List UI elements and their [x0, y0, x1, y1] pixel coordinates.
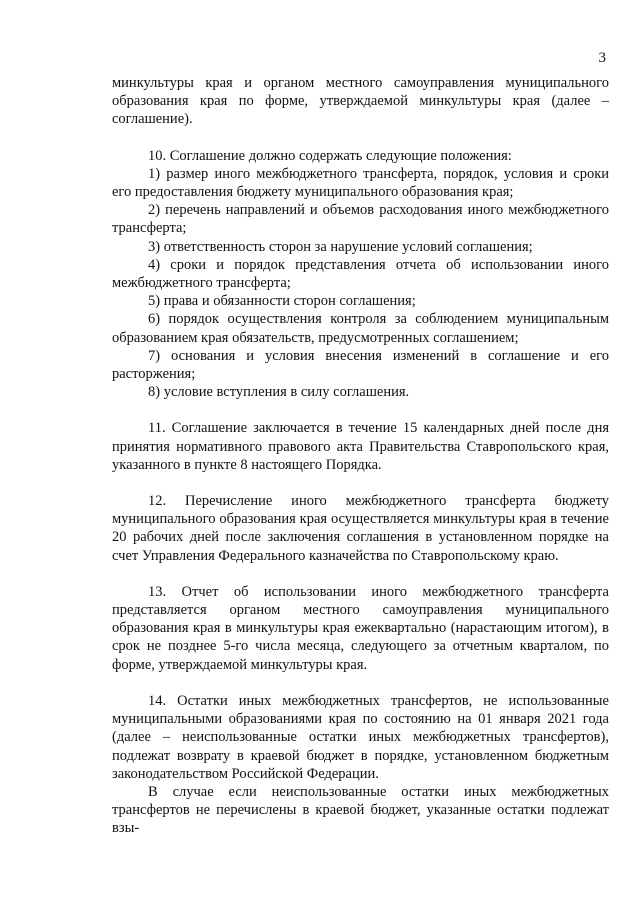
- paragraph-10-heading: 10. Соглашение должно содержать следующие положения:: [148, 147, 512, 164]
- list-item-7: 7) основания и условия внесения изменений в соглашение и его расторжения;: [112, 347, 609, 383]
- list-item-1: 1) размер иного межбюджетного трансферта, порядок, условия и сроки его предоставления бюджету муниципального образования края;: [112, 165, 609, 201]
- list-item-3: 3) ответственность сторон за нарушение условий соглашения;: [148, 238, 533, 255]
- list-item-5: 5) права и обязанности сторон соглашения;: [148, 293, 416, 310]
- paragraph-13: 13. Отчет об использовании иного межбюджетного трансферта представляется органом местного самоуправления муниципального образования края в минкультуры края ежеквартально (нарастающим итогом), в срок не позднее 5-го числа месяца, следующего за отчетным кварталом, по форме, утверждаемой минкультуры края.: [112, 583, 609, 673]
- document-body: [112, 74, 609, 838]
- list-item-6: 6) порядок осуществления контроля за соблюдением муниципальным образованием края обязательств, предусмотренных соглашением;: [112, 311, 609, 346]
- list-item-4: 4) сроки и порядок представления отчета об использовании иного межбюджетного трансферта;: [112, 256, 609, 292]
- paragraph-12: 12. Перечисление иного межбюджетного трансферта бюджету муниципального образования края осуществляется минкультуры края в течение 20 рабочих дней после заключения соглашения в установленном порядке на счет Управления Федерального казначейства по Ставропольскому краю.: [112, 493, 609, 564]
- paragraph-11: 11. Соглашение заключается в течение 15 календарных дней после дня принятия нормативного правового акта Правительства Ставропольского края, указанного в пункте 8 настоящего Порядка.: [112, 420, 609, 473]
- list-item-2: 2) перечень направлений и объемов расходования иного межбюджетного трансферта;: [112, 202, 609, 237]
- page-number: 3: [598, 50, 606, 66]
- paragraph-14: 14. Остатки иных межбюджетных трансфертов, не использованные муниципальными образованиями края по состоянию на 01 января 2021 года (далее – неиспользованные остатки иных межбюджетных трансфертов), подлежат возврату в краевой бюджет в порядке, установленном бюджетным законодательством Российской Федерации.: [112, 692, 609, 782]
- paragraph-14-continuation: В случае если неиспользованные остатки иных межбюджетных трансфертов не перечислены в краевой бюджет, указанные остатки подлежат взы-: [112, 783, 609, 837]
- list-item-8: 8) условие вступления в силу соглашения.: [148, 384, 410, 401]
- paragraph-intro-continuation: минкультуры края и органом местного самоуправления муниципального образования края по форме, утверждаемой минкультуры края (далее – соглашение).: [112, 75, 609, 128]
